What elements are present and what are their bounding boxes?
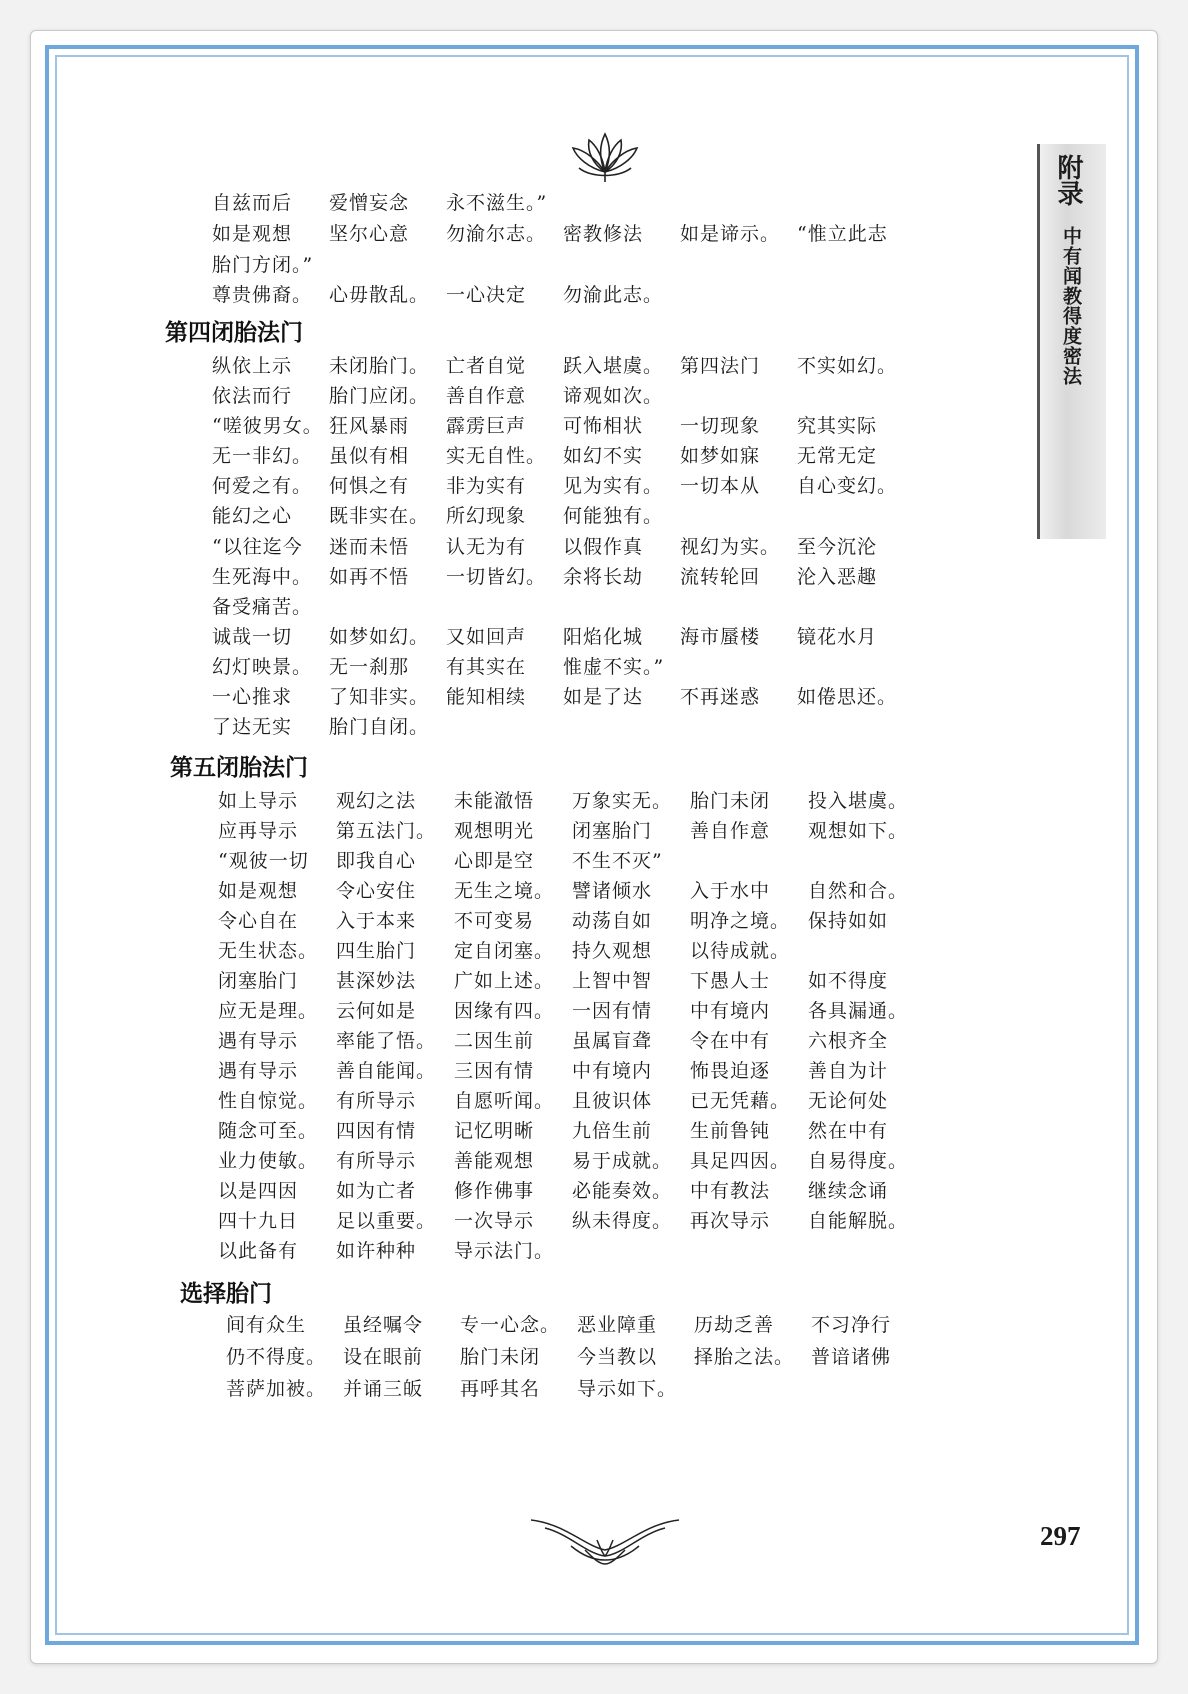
verse-phrase: 入于水中 <box>690 880 771 902</box>
verse-phrase: 一切现象 <box>680 415 761 437</box>
verse-phrase: 九倍生前 <box>572 1120 653 1142</box>
section-heading: 第四闭胎法门 <box>165 320 303 346</box>
side-tab-title: 附录 <box>1053 154 1083 206</box>
verse-phrase: 见为实有。 <box>563 475 664 497</box>
verse-phrase: 记忆明晰 <box>454 1120 535 1142</box>
verse-phrase: 因缘有四。 <box>454 1000 555 1022</box>
verse-phrase: 一切皆幻。 <box>446 566 547 588</box>
verse-phrase: 入于本来 <box>336 910 417 932</box>
verse-phrase: 密教修法 <box>563 223 644 245</box>
verse-phrase: 生前鲁钝 <box>690 1120 771 1142</box>
verse-phrase: 间有众生 <box>226 1314 307 1336</box>
verse-phrase: 令在中有 <box>690 1030 771 1052</box>
verse-phrase: 譬诸倾水 <box>572 880 653 902</box>
verse-phrase: 胎门未闭 <box>460 1346 541 1368</box>
verse-phrase: 六根齐全 <box>808 1030 889 1052</box>
verse-phrase: 胎门方闭。” <box>212 254 314 276</box>
verse-phrase: 自心变幻。 <box>797 475 898 497</box>
verse-phrase: 应再导示 <box>218 820 299 842</box>
verse-phrase: 自易得度。 <box>808 1150 909 1172</box>
verse-phrase: 以假作真 <box>563 536 644 558</box>
verse-phrase: 设在眼前 <box>343 1346 424 1368</box>
verse-phrase: 既非实在。 <box>329 505 430 527</box>
verse-phrase: 永不滋生。” <box>446 192 548 214</box>
verse-phrase: 勿渝此志。 <box>563 284 664 306</box>
verse-phrase: 专一心念。 <box>460 1314 561 1336</box>
verse-phrase: 以此备有 <box>218 1240 299 1262</box>
verse-phrase: 已无凭藉。 <box>690 1090 791 1112</box>
verse-phrase: 观想如下。 <box>808 820 909 842</box>
verse-phrase: 心毋散乱。 <box>329 284 430 306</box>
verse-phrase: 业力使敏。 <box>218 1150 319 1172</box>
verse-phrase: 并诵三皈 <box>343 1378 424 1400</box>
lotus-icon <box>565 128 645 184</box>
verse-phrase: 尊贵佛裔。 <box>212 284 313 306</box>
verse-phrase: 云何如是 <box>336 1000 417 1022</box>
verse-phrase: 修作佛事 <box>454 1180 535 1202</box>
verse-phrase: 怖畏迫逐 <box>690 1060 771 1082</box>
verse-phrase: 再次导示 <box>690 1210 771 1232</box>
verse-phrase: 有所导示 <box>336 1150 417 1172</box>
verse-phrase: 又如回声 <box>446 626 527 648</box>
verse-phrase: 中有境内 <box>690 1000 771 1022</box>
verse-phrase: 必能奏效。 <box>572 1180 673 1202</box>
verse-phrase: 如是谛示。 <box>680 223 781 245</box>
verse-phrase: 导示如下。 <box>577 1378 678 1400</box>
verse-phrase: 今当教以 <box>577 1346 658 1368</box>
verse-phrase: 闭塞胎门 <box>218 970 299 992</box>
verse-phrase: 四十九日 <box>218 1210 299 1232</box>
verse-phrase: 甚深妙法 <box>336 970 417 992</box>
verse-phrase: 了知非实。 <box>329 686 430 708</box>
verse-phrase: 所幻现象 <box>446 505 527 527</box>
verse-phrase: 诚哉一切 <box>212 626 293 648</box>
verse-phrase: 究其实际 <box>797 415 878 437</box>
verse-phrase: 自能解脱。 <box>808 1210 909 1232</box>
verse-phrase: 惟虚不实。” <box>563 656 665 678</box>
verse-phrase: 率能了悟。 <box>336 1030 437 1052</box>
verse-phrase: 狂风暴雨 <box>329 415 410 437</box>
verse-phrase: 镜花水月 <box>797 626 878 648</box>
verse-phrase: 不实如幻。 <box>797 355 898 377</box>
verse-phrase: 无生之境。 <box>454 880 555 902</box>
verse-phrase: 善自作意 <box>690 820 771 842</box>
verse-phrase: 跃入堪虞。 <box>563 355 664 377</box>
verse-phrase: 一心推求 <box>212 686 293 708</box>
verse-phrase: 流转轮回 <box>680 566 761 588</box>
verse-phrase: 依法而行 <box>212 385 293 407</box>
verse-phrase: 如幻不实 <box>563 445 644 467</box>
verse-phrase: 明净之境。 <box>690 910 791 932</box>
verse-phrase: 视幻为实。 <box>680 536 781 558</box>
verse-phrase: 中有教法 <box>690 1180 771 1202</box>
verse-phrase: 无一非幻。 <box>212 445 313 467</box>
verse-phrase: 各具漏通。 <box>808 1000 909 1022</box>
verse-phrase: 无论何处 <box>808 1090 889 1112</box>
verse-phrase: 善自为计 <box>808 1060 889 1082</box>
verse-phrase: 余将长劫 <box>563 566 644 588</box>
verse-phrase: 至今沉沦 <box>797 536 878 558</box>
verse-phrase: 再呼其名 <box>460 1378 541 1400</box>
verse-phrase: 令心自在 <box>218 910 299 932</box>
verse-phrase: 应无是理。 <box>218 1000 319 1022</box>
verse-phrase: 如再不悟 <box>329 566 410 588</box>
verse-phrase: 一次导示 <box>454 1210 535 1232</box>
verse-phrase: 何能独有。 <box>563 505 664 527</box>
verse-phrase: 纵未得度。 <box>572 1210 673 1232</box>
verse-phrase: 如梦如寐 <box>680 445 761 467</box>
verse-phrase: 海市蜃楼 <box>680 626 761 648</box>
verse-phrase: 三因有情 <box>454 1060 535 1082</box>
verse-phrase: 一切本从 <box>680 475 761 497</box>
verse-phrase: 幻灯映景。 <box>212 656 313 678</box>
verse-phrase: “观彼一切 <box>218 850 309 872</box>
verse-phrase: “以往迄今 <box>212 536 303 558</box>
verse-phrase: 胎门未闭 <box>690 790 771 812</box>
verse-phrase: 菩萨加被。 <box>226 1378 327 1400</box>
appendix-side-tab <box>1037 144 1106 539</box>
section-heading: 第五闭胎法门 <box>170 755 308 781</box>
verse-phrase: 动荡自如 <box>572 910 653 932</box>
verse-phrase: 上智中智 <box>572 970 653 992</box>
verse-phrase: 广如上述。 <box>454 970 555 992</box>
verse-phrase: 中有境内 <box>572 1060 653 1082</box>
verse-phrase: 自愿听闻。 <box>454 1090 555 1112</box>
verse-phrase: 如为亡者 <box>336 1180 417 1202</box>
verse-phrase: 何爱之有。 <box>212 475 313 497</box>
verse-phrase: 如倦思还。 <box>797 686 898 708</box>
verse-phrase: 四因有情 <box>336 1120 417 1142</box>
verse-phrase: 虽经嘱令 <box>343 1314 424 1336</box>
verse-phrase: 不再迷惑 <box>680 686 761 708</box>
verse-phrase: 仍不得度。 <box>226 1346 327 1368</box>
verse-phrase: 能知相续 <box>446 686 527 708</box>
verse-phrase: 备受痛苦。 <box>212 596 313 618</box>
verse-phrase: 保持如如 <box>808 910 889 932</box>
verse-phrase: 性自惊觉。 <box>218 1090 319 1112</box>
verse-phrase: 善自作意 <box>446 385 527 407</box>
verse-phrase: 生死海中。 <box>212 566 313 588</box>
verse-phrase: 非为实有 <box>446 475 527 497</box>
verse-phrase: 实无自性。 <box>446 445 547 467</box>
verse-phrase: 心即是空 <box>454 850 535 872</box>
verse-phrase: 无生状态。 <box>218 940 319 962</box>
verse-phrase: 继续念诵 <box>808 1180 889 1202</box>
verse-phrase: 何惧之有 <box>329 475 410 497</box>
verse-phrase: 观幻之法 <box>336 790 417 812</box>
verse-phrase: 认无为有 <box>446 536 527 558</box>
verse-phrase: 择胎之法。 <box>694 1346 795 1368</box>
verse-phrase: 恶业障重 <box>577 1314 658 1336</box>
verse-phrase: 如不得度 <box>808 970 889 992</box>
verse-phrase: 坚尔心意 <box>329 223 410 245</box>
verse-phrase: 令心安住 <box>336 880 417 902</box>
verse-phrase: 定自闭塞。 <box>454 940 555 962</box>
verse-phrase: “嗟彼男女。 <box>212 415 323 437</box>
verse-phrase: 谛观如次。 <box>563 385 664 407</box>
verse-phrase: 阳焰化城 <box>563 626 644 648</box>
verse-phrase: 具足四因。 <box>690 1150 791 1172</box>
verse-phrase: 以待成就。 <box>690 940 791 962</box>
verse-phrase: 不可变易 <box>454 910 535 932</box>
verse-phrase: 有其实在 <box>446 656 527 678</box>
verse-phrase: 迷而未悟 <box>329 536 410 558</box>
verse-phrase: 四生胎门 <box>336 940 417 962</box>
verse-phrase: 然在中有 <box>808 1120 889 1142</box>
verse-phrase: 足以重要。 <box>336 1210 437 1232</box>
verse-phrase: 易于成就。 <box>572 1150 673 1172</box>
verse-phrase: 可怖相状 <box>563 415 644 437</box>
verse-phrase: 如许种种 <box>336 1240 417 1262</box>
verse-phrase: 遇有导示 <box>218 1030 299 1052</box>
verse-phrase: 如是观想 <box>212 223 293 245</box>
verse-phrase: 未能澈悟 <box>454 790 535 812</box>
verse-phrase: 虽属盲聋 <box>572 1030 653 1052</box>
verse-phrase: 投入堪虞。 <box>808 790 909 812</box>
verse-phrase: 爱憎妄念 <box>329 192 410 214</box>
verse-phrase: 万象实无。 <box>572 790 673 812</box>
verse-phrase: 即我自心 <box>336 850 417 872</box>
joined-hands-icon <box>525 1510 685 1570</box>
verse-phrase: 霹雳巨声 <box>446 415 527 437</box>
verse-phrase: 虽似有相 <box>329 445 410 467</box>
verse-phrase: 纵依上示 <box>212 355 293 377</box>
verse-phrase: 以是四因 <box>218 1180 299 1202</box>
verse-phrase: 不习净行 <box>811 1314 892 1336</box>
verse-phrase: 一心决定 <box>446 284 527 306</box>
verse-phrase: 勿渝尔志。 <box>446 223 547 245</box>
verse-phrase: 不生不灭” <box>572 850 663 872</box>
verse-phrase: 闭塞胎门 <box>572 820 653 842</box>
verse-phrase: 且彼识体 <box>572 1090 653 1112</box>
verse-phrase: 了达无实 <box>212 716 293 738</box>
verse-phrase: 无一刹那 <box>329 656 410 678</box>
side-tab-subtitle: 中有闻教得度密法 <box>1060 226 1082 386</box>
verse-phrase: “惟立此志 <box>797 223 888 245</box>
verse-phrase: 善能观想 <box>454 1150 535 1172</box>
verse-phrase: 如上导示 <box>218 790 299 812</box>
verse-phrase: 未闭胎门。 <box>329 355 430 377</box>
verse-phrase: 遇有导示 <box>218 1060 299 1082</box>
verse-phrase: 第四法门 <box>680 355 761 377</box>
verse-phrase: 第五法门。 <box>336 820 437 842</box>
verse-phrase: 如是了达 <box>563 686 644 708</box>
section-heading: 选择胎门 <box>180 1281 272 1307</box>
verse-phrase: 有所导示 <box>336 1090 417 1112</box>
verse-phrase: 持久观想 <box>572 940 653 962</box>
verse-phrase: 善自能闻。 <box>336 1060 437 1082</box>
verse-phrase: 胎门应闭。 <box>329 385 430 407</box>
verse-phrase: 能幻之心 <box>212 505 293 527</box>
verse-phrase: 如是观想 <box>218 880 299 902</box>
verse-phrase: 自兹而后 <box>212 192 293 214</box>
verse-phrase: 如梦如幻。 <box>329 626 430 648</box>
verse-phrase: 胎门自闭。 <box>329 716 430 738</box>
verse-phrase: 亡者自觉 <box>446 355 527 377</box>
verse-phrase: 下愚人士 <box>690 970 771 992</box>
verse-phrase: 一因有情 <box>572 1000 653 1022</box>
verse-phrase: 观想明光 <box>454 820 535 842</box>
verse-phrase: 自然和合。 <box>808 880 909 902</box>
verse-phrase: 二因生前 <box>454 1030 535 1052</box>
verse-phrase: 历劫乏善 <box>694 1314 775 1336</box>
verse-phrase: 普谙诸佛 <box>811 1346 892 1368</box>
verse-phrase: 沦入恶趣 <box>797 566 878 588</box>
verse-phrase: 导示法门。 <box>454 1240 555 1262</box>
verse-phrase: 无常无定 <box>797 445 878 467</box>
verse-phrase: 随念可至。 <box>218 1120 319 1142</box>
page-number: 297 <box>1040 1521 1081 1551</box>
